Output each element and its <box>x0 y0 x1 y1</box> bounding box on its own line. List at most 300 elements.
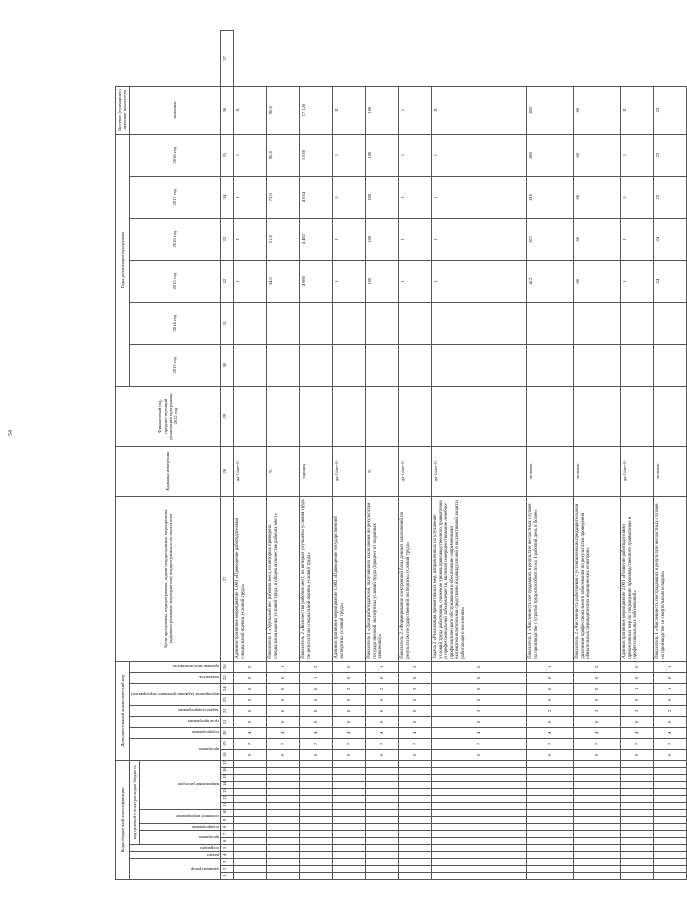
budget-code-cell <box>300 845 333 852</box>
row-year-value-cell <box>366 344 399 386</box>
analytic-code-cell: 7 <box>399 738 432 749</box>
budget-code-cell <box>527 768 574 775</box>
row-year-value-cell: 1 <box>234 134 267 176</box>
budget-code-cell <box>621 852 654 859</box>
row-year-value-cell: 1 <box>432 260 527 302</box>
budget-code-cell <box>527 810 574 817</box>
budget-code-cell <box>366 775 399 782</box>
column-index-cell: 29 <box>221 386 234 446</box>
year-2013-header: 2013 год <box>129 344 220 386</box>
row-name-cell: Задача 2 «Реализация превентивных мер, направленных на улучшение условий труда работников, снижение уровня производственного травматизма и профессиональной заболеваемости, включая совершенствование лечебно-профилактического обслуживания и обеспечение современными высокотехнологичными средствами индивидуальной и коллективной защиты работающего населения» <box>432 496 527 661</box>
row-unit-cell: да-1/нет-0 <box>399 446 432 496</box>
analytic-code-cell: 4 <box>300 727 333 738</box>
budget-code-cell <box>654 760 687 767</box>
program-indicators-table <box>115 30 687 880</box>
budget-code-cell <box>234 845 267 852</box>
row-year-value-cell <box>654 344 687 386</box>
row-unit-cell: да-1/нет-0 <box>432 446 527 496</box>
budget-code-cell <box>654 859 687 866</box>
row-year-value-cell <box>399 302 432 344</box>
budget-code-cell <box>432 796 527 803</box>
budget-col-subprogram: подпрограмма <box>140 824 221 831</box>
row-year-value-cell: 66 <box>574 176 621 218</box>
year-2018-header: 2018 год <box>129 134 220 176</box>
row-year-value-cell: 1 <box>621 134 654 176</box>
budget-code-cell <box>432 824 527 831</box>
row-year-value-cell: 1 <box>621 260 654 302</box>
row-fin-year-cell <box>366 386 399 446</box>
budget-code-cell <box>574 775 621 782</box>
extra-col-program: программа <box>129 738 220 760</box>
budget-code-cell <box>333 782 366 789</box>
budget-code-cell <box>654 817 687 824</box>
row-year-value-cell: 4 034 <box>300 176 333 218</box>
row-name-cell: Показатель 2 «Формирование электронной базы данных заключений по результатам государственной экспертизы условий труда» <box>399 496 432 661</box>
budget-code-cell <box>300 838 333 845</box>
row-year-value-cell: 66 <box>574 260 621 302</box>
table-row <box>654 31 687 880</box>
row-year-value-cell: 1 <box>432 218 527 260</box>
row-year-value-cell: 1 <box>234 218 267 260</box>
analytic-code-cell: 7 <box>366 738 399 749</box>
analytic-code-cell: 0 <box>366 716 399 727</box>
budget-code-cell <box>574 866 621 873</box>
row-year-value-cell: 1 <box>621 176 654 218</box>
budget-code-cell <box>654 810 687 817</box>
column-index-cell: 34 <box>221 176 234 218</box>
row-final-value-cell: 17 126 <box>300 86 333 134</box>
row-name-cell: Административное мероприятие 2.001 «Развитие работодателями превентивных мер по сокращению производственного травматизма и профессиональных заболеваний» <box>621 496 654 661</box>
column-index-cell: 23 <box>221 694 234 705</box>
budget-code-cell <box>366 824 399 831</box>
budget-code-cell <box>574 859 621 866</box>
analytic-code-cell: 0 <box>366 705 399 716</box>
analytic-code-cell: 0 <box>621 716 654 727</box>
row-year-value-cell <box>300 344 333 386</box>
row-name-cell: Показатель 2 «Количество рабочих мест, на которых улучшены условия труда по результатам специальной оценки условий труда» <box>300 496 333 661</box>
analytic-code-cell: 0 <box>621 661 654 672</box>
analytic-code-cell: 0 <box>399 749 432 760</box>
budget-code-cell <box>234 866 267 873</box>
budget-code-cell <box>234 760 267 767</box>
row-year-value-cell <box>527 302 574 344</box>
column-index-cell: 36 <box>221 86 234 134</box>
budget-col-program: программа <box>140 831 221 845</box>
column-index-cell: 6 <box>221 838 234 845</box>
budget-code-cell <box>621 768 654 775</box>
row-final-value-cell: 100 <box>366 86 399 134</box>
budget-code-cell <box>574 831 621 838</box>
budget-code-cell <box>267 859 300 866</box>
budget-code-cell <box>574 824 621 831</box>
landscape-sheet <box>115 30 673 880</box>
budget-code-cell <box>654 796 687 803</box>
budget-code-cell <box>432 866 527 873</box>
budget-code-cell <box>621 782 654 789</box>
budget-code-cell <box>234 803 267 810</box>
row-fin-year-cell <box>300 386 333 446</box>
analytic-code-cell: 7 <box>432 738 527 749</box>
budget-code-cell <box>333 852 366 859</box>
budget-code-cell <box>333 768 366 775</box>
column-index-cell: 11 <box>221 803 234 810</box>
analytic-code-cell: 0 <box>333 749 366 760</box>
column-number-row <box>221 31 234 880</box>
budget-code-cell <box>432 845 527 852</box>
row-year-value-cell: 1 <box>333 176 366 218</box>
budget-code-cell <box>399 803 432 810</box>
column-index-cell: 15 <box>221 775 234 782</box>
analytic-code-cell: 7 <box>654 738 687 749</box>
budget-code-cell <box>300 789 333 796</box>
column-index-cell: 2 <box>221 866 234 873</box>
budget-code-cell <box>399 782 432 789</box>
budget-code-cell <box>333 824 366 831</box>
column-index-cell: 1 <box>221 873 234 880</box>
analytic-code-cell: 2 <box>366 683 399 694</box>
row-unit-cell: человек <box>527 446 574 496</box>
analytic-code-cell: 0 <box>333 661 366 672</box>
budget-code-cell <box>300 824 333 831</box>
analytic-code-cell: 0 <box>432 661 527 672</box>
budget-code-cell <box>300 782 333 789</box>
analytic-code-cell: 0 <box>654 749 687 760</box>
budget-code-cell <box>333 810 366 817</box>
budget-code-cell <box>621 845 654 852</box>
budget-code-cell <box>654 782 687 789</box>
row-name-cell: Показатель 1 «Удельный вес рабочих мест, на которых проведена специальная оценка условий труда, в общем количестве рабочих мест» <box>267 496 300 661</box>
analytic-code-cell: 0 <box>300 694 333 705</box>
budget-code-cell <box>333 859 366 866</box>
analytic-code-cell: 4 <box>574 727 621 738</box>
analytic-code-cell: 0 <box>432 716 527 727</box>
analytic-code-cell: 0 <box>399 672 432 683</box>
row-year-value-cell: 3 630 <box>300 134 333 176</box>
row-year-value-cell <box>432 302 527 344</box>
budget-code-cell <box>574 782 621 789</box>
column-index-cell: 37 <box>221 31 234 87</box>
row-year-value-cell <box>300 302 333 344</box>
budget-code-cell <box>267 768 300 775</box>
analytic-code-cell: 0 <box>300 749 333 760</box>
row-year-value-cell <box>267 302 300 344</box>
budget-code-cell <box>527 760 574 767</box>
analytic-code-cell: 7 <box>621 738 654 749</box>
column-index-cell: 18 <box>221 749 234 760</box>
budget-code-cell <box>621 775 654 782</box>
budget-code-cell <box>621 796 654 803</box>
budget-code-cell <box>366 852 399 859</box>
budget-code-cell <box>527 782 574 789</box>
budget-code-cell <box>267 803 300 810</box>
year-2015-header: 2015 год <box>129 260 220 302</box>
analytic-code-cell: 0 <box>527 672 574 683</box>
analytic-code-cell: 4 <box>621 727 654 738</box>
row-fin-year-cell <box>621 386 654 446</box>
analytic-code-cell: 0 <box>267 749 300 760</box>
analytic-code-cell: 2 <box>399 683 432 694</box>
row-year-value-cell: 100 <box>366 218 399 260</box>
budget-code-cell <box>574 789 621 796</box>
row-year-value-cell: 23 <box>654 176 687 218</box>
budget-code-cell <box>399 866 432 873</box>
budget-code-cell <box>366 796 399 803</box>
budget-code-cell <box>234 789 267 796</box>
table-row <box>527 31 574 880</box>
budget-code-cell <box>333 831 366 838</box>
analytic-code-cell: 0 <box>654 694 687 705</box>
row-fin-year-cell <box>333 386 366 446</box>
budget-code-cell <box>527 845 574 852</box>
budget-code-cell <box>300 775 333 782</box>
extra-col-indicator-type: признак типа показателя <box>129 661 220 672</box>
budget-code-cell <box>366 803 399 810</box>
analytic-code-cell: 0 <box>234 705 267 716</box>
row-final-value-cell: Х <box>432 86 527 134</box>
row-name-cell: Показатель 1 «Доля работодателей, получивших заключения по результатам государственной экспертизы условий труда (процент от поданных заявлений)» <box>366 496 399 661</box>
row-year-value-cell: 1 <box>234 260 267 302</box>
row-year-value-cell <box>399 344 432 386</box>
row-fin-year-cell <box>267 386 300 446</box>
column-index-cell: 14 <box>221 782 234 789</box>
analytic-code-cell: 0 <box>267 716 300 727</box>
budget-code-cell <box>399 824 432 831</box>
budget-code-cell <box>432 873 527 880</box>
budget-code-cell <box>333 803 366 810</box>
budget-code-cell <box>432 859 527 866</box>
analytic-code-cell: 1 <box>621 683 654 694</box>
budget-code-cell <box>399 859 432 866</box>
table-row <box>621 31 654 880</box>
row-year-value-cell <box>234 302 267 344</box>
final-value-header: Целевое (суммарное) значение показателя <box>116 86 130 134</box>
analytic-code-cell: 0 <box>300 683 333 694</box>
column-index-cell: 26 <box>221 661 234 672</box>
budget-code-cell <box>300 852 333 859</box>
column-index-cell: 7 <box>221 831 234 838</box>
analytic-code-cell: 1 <box>654 661 687 672</box>
budget-code-cell <box>621 760 654 767</box>
row-year-value-cell <box>574 344 621 386</box>
year-2017-header: 2017 год <box>129 176 220 218</box>
table-row <box>300 31 333 880</box>
budget-code-cell <box>574 768 621 775</box>
row-year-value-cell: 51,8 <box>267 218 300 260</box>
row-unit-cell: человек <box>574 446 621 496</box>
budget-code-cell <box>300 831 333 838</box>
budget-code-cell <box>399 810 432 817</box>
analytic-code-cell: 4 <box>267 727 300 738</box>
row-year-value-cell: 1 <box>432 134 527 176</box>
row-year-value-cell: 405 <box>527 134 574 176</box>
row-final-value-cell: 90,0 <box>267 86 300 134</box>
column-index-cell: 32 <box>221 260 234 302</box>
analytic-code-cell: 4 <box>527 727 574 738</box>
fin-year-column-header: Финансовый год, предшествующий реализации программы, 2012 год <box>116 386 221 446</box>
column-index-cell: 27 <box>221 496 234 661</box>
analytic-code-cell: 0 <box>654 672 687 683</box>
budget-code-cell <box>267 782 300 789</box>
budget-code-cell <box>527 817 574 824</box>
analytic-code-cell: 4 <box>333 727 366 738</box>
row-year-value-cell <box>621 344 654 386</box>
analytic-code-cell: 0 <box>366 694 399 705</box>
budget-code-cell <box>574 845 621 852</box>
analytic-code-cell: 0 <box>267 694 300 705</box>
column-index-cell: 33 <box>221 218 234 260</box>
column-index-cell: 9 <box>221 817 234 824</box>
analytic-code-cell: 4 <box>432 727 527 738</box>
budget-code-cell <box>300 873 333 880</box>
budget-code-cell <box>399 852 432 859</box>
row-year-value-cell: 1 <box>432 176 527 218</box>
budget-code-cell <box>366 845 399 852</box>
analytic-code-cell: 0 <box>574 683 621 694</box>
row-year-value-cell <box>527 344 574 386</box>
table-row <box>432 31 527 880</box>
budget-code-cell <box>333 760 366 767</box>
table-body <box>234 31 687 880</box>
budget-code-cell <box>333 775 366 782</box>
row-year-value-cell: 24 <box>654 218 687 260</box>
budget-code-cell <box>574 796 621 803</box>
column-index-cell: 4 <box>221 852 234 859</box>
analytic-code-cell: 0 <box>574 716 621 727</box>
budget-code-cell <box>366 859 399 866</box>
analytic-code-cell: 0 <box>234 683 267 694</box>
analytic-code-cell: 2 <box>527 705 574 716</box>
budget-code-cell <box>432 789 527 796</box>
budget-code-cell <box>432 768 527 775</box>
budget-code-cell <box>234 817 267 824</box>
budget-code-cell <box>654 824 687 831</box>
row-year-value-cell: 412 <box>527 260 574 302</box>
row-year-value-cell <box>333 302 366 344</box>
budget-code-cell <box>432 810 527 817</box>
budget-classification-header: Коды бюджетной классификации <box>116 760 130 879</box>
analytic-code-cell: 0 <box>300 716 333 727</box>
column-index-cell: 3 <box>221 859 234 866</box>
row-year-value-cell: 1 <box>333 134 366 176</box>
analytic-code-cell: 2 <box>399 661 432 672</box>
budget-code-cell <box>527 796 574 803</box>
extra-col-subprogram: подпрограмма <box>129 727 220 738</box>
budget-code-cell <box>654 775 687 782</box>
analytic-code-cell: 1 <box>527 661 574 672</box>
analytic-code-cell: 0 <box>621 672 654 683</box>
budget-code-cell <box>300 760 333 767</box>
column-index-cell: 25 <box>221 672 234 683</box>
budget-code-cell <box>432 831 527 838</box>
analytic-code-cell: 0 <box>621 694 654 705</box>
budget-code-cell <box>234 824 267 831</box>
row-year-value-cell: 100 <box>366 176 399 218</box>
row-year-value-cell <box>366 302 399 344</box>
analytic-code-cell: 4 <box>234 727 267 738</box>
budget-col-main-event: основное мероприятие <box>140 810 221 824</box>
analytic-code-cell: 2 <box>333 683 366 694</box>
page-number: 54 <box>8 430 14 436</box>
budget-code-cell <box>234 859 267 866</box>
analytic-code-cell: 1 <box>366 661 399 672</box>
row-name-cell: Административное мероприятие 1.001 «Проведение работодателями специальной оценки условий труда» <box>234 496 267 661</box>
table-row <box>333 31 366 880</box>
row-year-value-cell: 1 <box>621 218 654 260</box>
analytic-code-cell: 4 <box>654 727 687 738</box>
analytic-code-cell: 0 <box>300 705 333 716</box>
budget-code-cell <box>574 873 621 880</box>
row-year-value-cell <box>654 302 687 344</box>
row-year-value-cell: 1 <box>234 176 267 218</box>
column-index-cell: 21 <box>221 716 234 727</box>
budget-code-cell <box>527 852 574 859</box>
budget-code-cell <box>267 824 300 831</box>
budget-code-cell <box>366 831 399 838</box>
budget-code-cell <box>234 775 267 782</box>
budget-col-admin: администратор <box>129 859 220 880</box>
row-year-value-cell <box>432 344 527 386</box>
row-final-value-cell: 1 <box>399 86 432 134</box>
budget-code-cell <box>399 831 432 838</box>
row-fin-year-cell <box>234 386 267 446</box>
column-index-cell: 20 <box>221 727 234 738</box>
analytic-code-cell: 0 <box>234 694 267 705</box>
analytic-code-cell: 0 <box>399 716 432 727</box>
analytic-code-cell: 0 <box>432 683 527 694</box>
row-unit-cell: человек <box>654 446 687 496</box>
column-index-cell: 10 <box>221 810 234 817</box>
row-year-value-cell: 66 <box>574 134 621 176</box>
budget-code-cell <box>366 760 399 767</box>
row-year-value-cell: 4 482 <box>300 218 333 260</box>
row-name-cell: Показатель 2 «Численность работников с установленным предварительным диагнозом профессионального заболевания по результатам проведения обязательных периодических медицинских осмотров» <box>574 496 621 661</box>
budget-code-cell <box>333 838 366 845</box>
budget-code-cell <box>621 803 654 810</box>
budget-code-cell <box>432 760 527 767</box>
budget-code-cell <box>234 782 267 789</box>
budget-col-section: раздел <box>129 852 220 859</box>
row-year-value-cell: 34,0 <box>267 260 300 302</box>
budget-col-subsection: подраздел <box>129 845 220 852</box>
table-row <box>267 31 300 880</box>
analytic-code-cell: 2 <box>574 705 621 716</box>
budget-code-cell <box>366 873 399 880</box>
column-index-cell: 8 <box>221 824 234 831</box>
budget-code-cell <box>267 845 300 852</box>
row-year-value-cell: 1 <box>333 260 366 302</box>
analytic-code-cell: 0 <box>333 672 366 683</box>
analytic-code-cell: 0 <box>333 716 366 727</box>
analytic-code-cell: 7 <box>267 738 300 749</box>
budget-code-cell <box>366 789 399 796</box>
budget-code-cell <box>574 760 621 767</box>
budget-code-cell <box>432 782 527 789</box>
row-final-value-cell: Х <box>621 86 654 134</box>
budget-code-cell <box>654 852 687 859</box>
budget-code-cell <box>366 768 399 775</box>
analytic-code-cell: 1 <box>267 661 300 672</box>
analytic-code-cell: 2 <box>621 705 654 716</box>
final-value-subheader: значение <box>129 86 220 134</box>
budget-code-cell <box>333 789 366 796</box>
goals-column-header: Цели программы, подпрограммы, задачи подпрограммы, мероприятия (административные мероприятия) подпрограммы и их показатели <box>116 496 221 661</box>
analytic-code-cell: 0 <box>234 716 267 727</box>
analytic-code-cell: 7 <box>333 738 366 749</box>
budget-code-cell <box>267 789 300 796</box>
row-year-value-cell: 410 <box>527 176 574 218</box>
analytic-code-cell: 4 <box>366 727 399 738</box>
analytic-code-cell: 0 <box>574 694 621 705</box>
